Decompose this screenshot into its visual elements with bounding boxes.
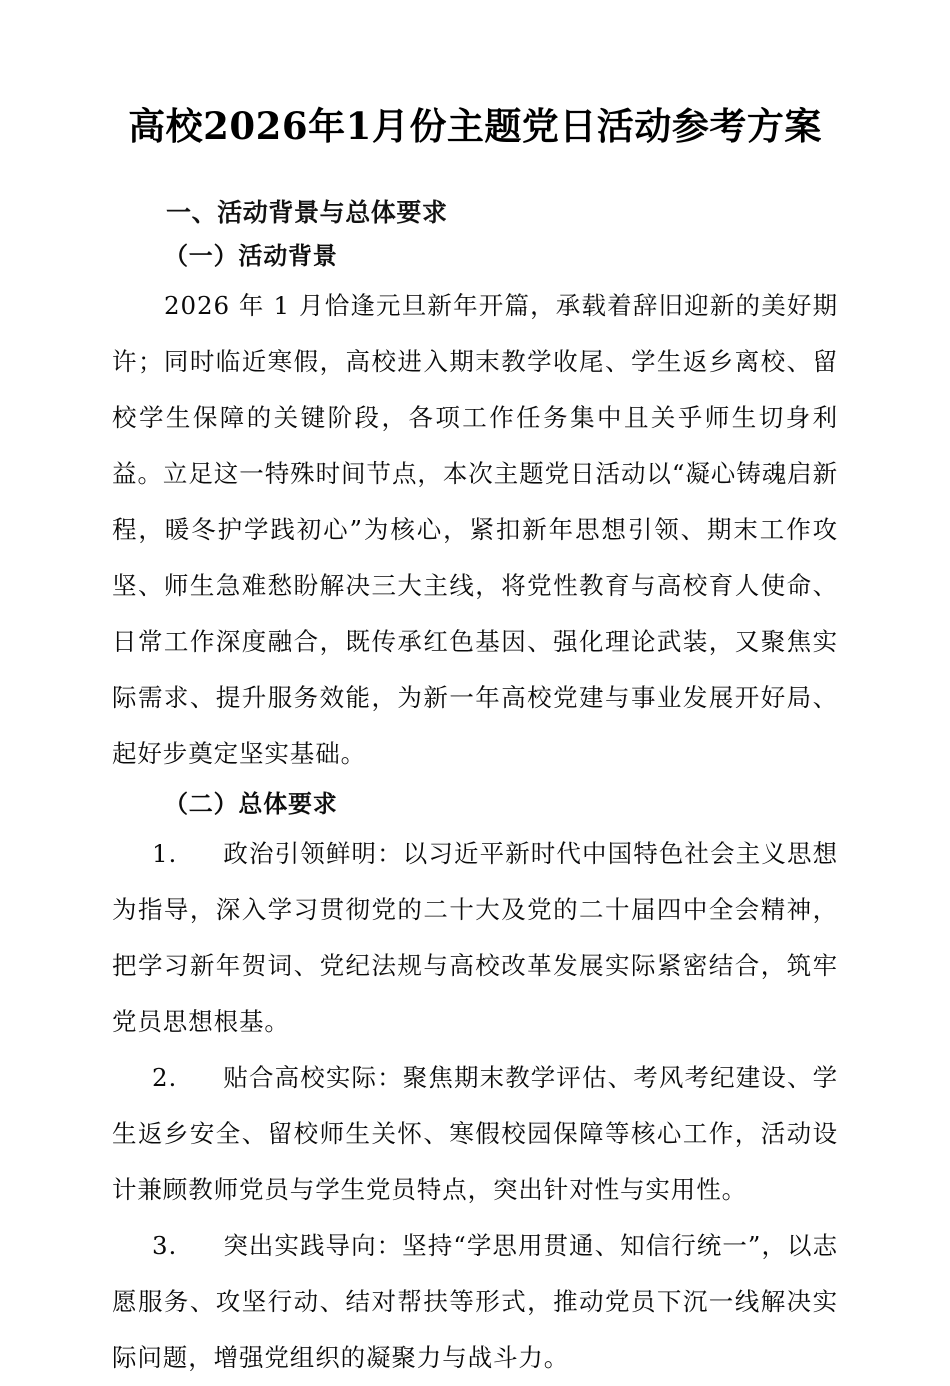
list-item-text: 政治引领鲜明：以习近平新时代中国特色社会主义思想为指导，深入学习贯彻党的二十大及党的二十届四中全会精神，把学习新年贺词、党纪法规与高校改革发展实际紧密结合，筑牢党员思想根基。 (112, 839, 838, 1036)
page-title: 高校2026年1月份主题党日活动参考方案 (128, 104, 822, 148)
list-item-number: 2. (152, 1063, 178, 1092)
list-item (112, 826, 838, 1050)
paragraph-background: 2026 年 1 月恰逢元旦新年开篇，承载着辞旧迎新的美好期许；同时临近寒假，高校进入期末教学收尾、学生返乡离校、留校学生保障的关键阶段，各项工作任务集中且关乎师生切身利益。立足这一特殊时间节点，本次主题党日活动以“凝心铸魂启新程，暖冬护学践初心”为核心，紧扣新年思想引领、期末工作攻坚、师生急难愁盼解决三大主线，将党性教育与高校育人使命、日常工作深度融合，既传承红色基因、强化理论武装，又聚焦实际需求、提升服务效能，为新一年高校党建与事业发展开好局、起好步奠定坚实基础。 (112, 291, 838, 768)
list-item-number: 1. (152, 839, 178, 868)
list-item-number: 3. (152, 1231, 178, 1260)
document-content (112, 0, 838, 1386)
section-heading-1: 一、活动背景与总体要求 (166, 199, 448, 227)
list-item (112, 1218, 838, 1386)
list-item (112, 1050, 838, 1218)
list-item-text: 突出实践导向：坚持“学思用贯通、知信行统一”，以志愿服务、攻坚行动、结对帮扶等形式，推动党员下沉一线解决实际问题，增强党组织的凝聚力与战斗力。 (112, 1231, 838, 1372)
subsection-heading-1-1: （一）活动背景 (164, 241, 338, 270)
list-item-text: 贴合高校实际：聚焦期末教学评估、考风考纪建设、学生返乡安全、留校师生关怀、寒假校园保障等核心工作，活动设计兼顾教师党员与学生党员特点，突出针对性与实用性。 (112, 1063, 838, 1204)
subsection-heading-1-2: （二）总体要求 (164, 789, 338, 818)
